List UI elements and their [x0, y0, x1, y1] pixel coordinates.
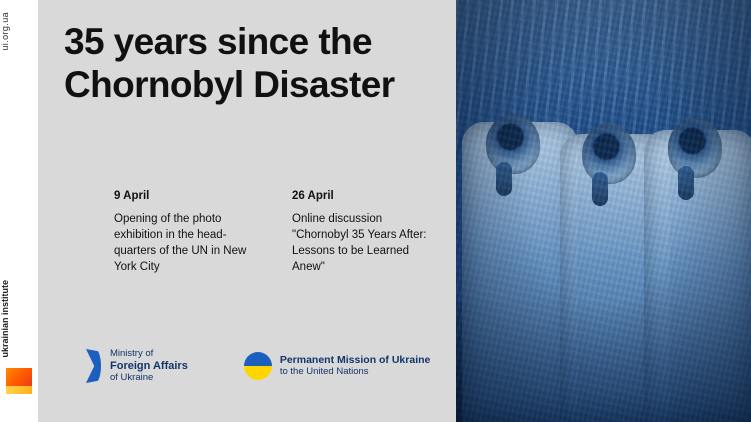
mfa-line-3: of Ukraine — [110, 372, 154, 383]
ukrainian-institute-logo-icon — [6, 368, 32, 394]
permanent-mission-line-2: to the United Nations — [279, 366, 369, 377]
flag-circle-icon — [244, 352, 272, 380]
event-item — [292, 190, 434, 275]
event-item — [114, 190, 256, 275]
event-date: 9 April — [114, 190, 150, 202]
page-title: 35 years since the Chornobyl Disaster — [64, 21, 395, 105]
archival-photo — [456, 0, 751, 422]
institute-name-vertical: ukrainian institute — [0, 280, 10, 358]
mfa-logo — [86, 348, 188, 384]
website-url-vertical: ui.org.ua — [0, 12, 10, 51]
event-description: Opening of the photo exhibition in the head-quarters of the UN in New York City — [114, 213, 247, 273]
partner-logos — [86, 348, 430, 384]
mfa-line-1: Ministry of — [110, 348, 154, 359]
mfa-emblem-icon — [86, 349, 102, 383]
permanent-mission-line-1: Permanent Mission of Ukraine — [279, 354, 431, 366]
events-list — [114, 190, 434, 275]
permanent-mission-logo-text — [280, 354, 431, 378]
mfa-logo-text — [110, 348, 188, 384]
left-strip — [0, 0, 38, 422]
event-description: Online discussion "Chornobyl 35 Years After: Lessons to be Learned Anew" — [292, 213, 427, 273]
content-panel — [38, 0, 456, 422]
permanent-mission-logo — [244, 352, 431, 380]
event-date: 26 April — [292, 190, 334, 202]
photo-vignette — [456, 0, 751, 422]
mfa-line-2: Foreign Affairs — [110, 360, 188, 372]
